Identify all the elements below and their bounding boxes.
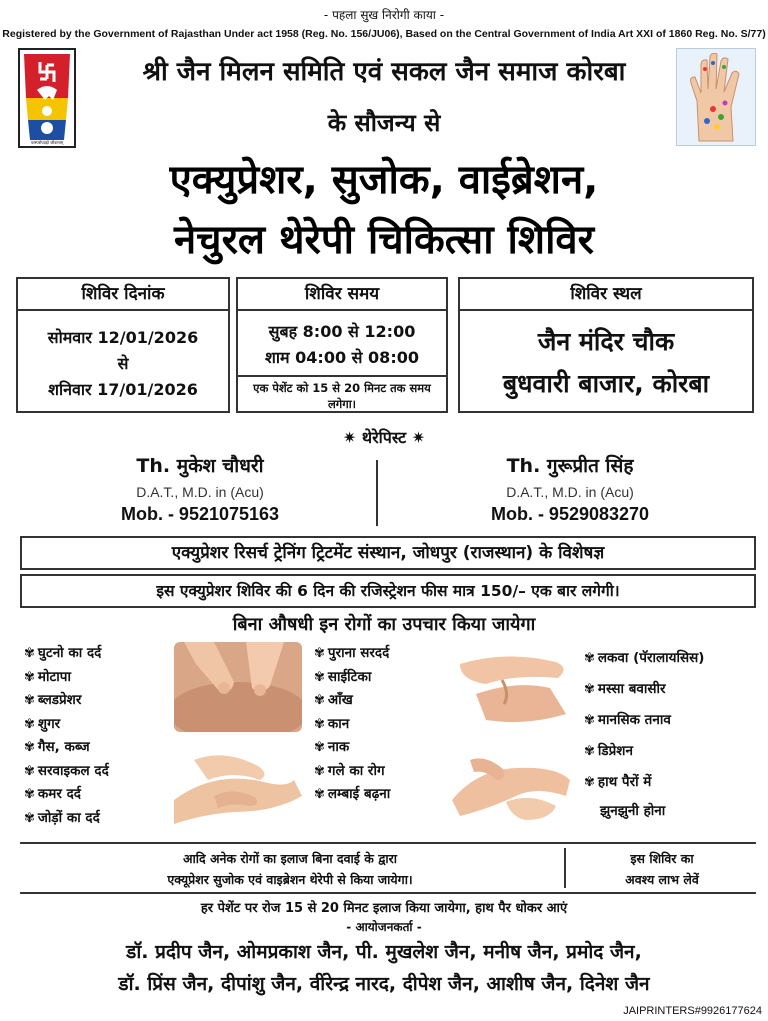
time-morning: सुबह 8:00 से 12:00 bbox=[268, 322, 416, 341]
printer-credit: JAIPRINTERS#9926177624 bbox=[623, 1005, 762, 1017]
list-item: ✾ जोड़ों का दर्द bbox=[24, 807, 109, 831]
camp-venue-box bbox=[458, 277, 754, 413]
list-item: ✾ कमर दर्द bbox=[24, 783, 109, 807]
flower-bullet-icon: ✾ bbox=[314, 787, 325, 802]
camp-time-label: शिविर समय bbox=[238, 279, 446, 311]
treatment-title: बिना औषधी इन रोगों का उपचार किया जायेगा bbox=[232, 614, 536, 635]
hand-acupressure-chart-image bbox=[676, 48, 756, 146]
footer-divider bbox=[564, 848, 566, 888]
flower-bullet-icon: ✾ bbox=[24, 740, 35, 755]
flower-bullet-icon: ✾ bbox=[24, 787, 35, 802]
flower-bullet-icon: ✾ bbox=[314, 693, 325, 708]
time-note: एक पेशेंट को 15 से 20 मिनट तक समय लगेगा। bbox=[238, 375, 446, 413]
disease-list-3 bbox=[584, 646, 704, 823]
venue-line1: जैन मंदिर चौक bbox=[537, 327, 675, 356]
venue-line2: बुधवारी बाजार, कोरबा bbox=[502, 369, 710, 398]
flower-bullet-icon: ✾ bbox=[24, 693, 35, 708]
list-item: ✾ सरवाइकल दर्द bbox=[24, 760, 109, 784]
institute-banner: एक्युप्रेशर रिसर्च ट्रेनिंग ट्रिटमेंट संस्थान, जोधपुर (राजस्थान) के विशेषज्ञ bbox=[20, 536, 756, 570]
list-item: ✾ नाक bbox=[314, 736, 390, 760]
therapist-name: Th. गुरूप्रीत सिंह bbox=[506, 455, 634, 477]
list-item: ✾ गले का रोग bbox=[314, 760, 390, 784]
list-item: ✾ पुराना सरदर्द bbox=[314, 642, 390, 666]
list-item: ✾ घुटनो का दर्द bbox=[24, 642, 109, 666]
palm-pressure-photo bbox=[446, 644, 574, 730]
registration-line: Registered by the Government of Rajasthan Under act 1958 (Reg. No. 156/JU06), Based on the Central Government of India Art XXI of 1860 Reg. No. S/77) bbox=[2, 28, 766, 40]
footer-message-box bbox=[20, 842, 756, 894]
footer-right-text: इस शिविर का अवश्य लाभ लेवें bbox=[625, 851, 699, 887]
list-item: ✾ शुगर bbox=[24, 713, 109, 737]
list-item-continuation: झुनझुनी होना bbox=[600, 803, 666, 819]
flower-bullet-icon: ✾ bbox=[584, 744, 595, 759]
organizers-line1: डॉ. प्रदीप जैन, ओमप्रकाश जैन, पी. मुखलेश जैन, मनीष जैन, प्रमोद जैन, bbox=[126, 941, 642, 963]
daily-treatment-note: हर पेशेंट पर रोज 15 से 20 मिनट इलाज किया जायेगा, हाथ पैर धोकर आएं bbox=[200, 901, 568, 916]
camp-date-box bbox=[16, 277, 230, 413]
list-item: ✾ साईटिका bbox=[314, 666, 390, 690]
list-item: ✾ मानसिक तनाव bbox=[584, 708, 704, 733]
therapist-card-1 bbox=[60, 452, 340, 525]
date-from: सोमवार 12/01/2026 bbox=[47, 328, 199, 347]
flower-bullet-icon: ✾ bbox=[24, 763, 35, 779]
footer-left-text: आदि अनेक रोगों का इलाज बिना दवाई के द्वारा एक्यूप्रेशर सुजोक एवं वाइब्रेशन थेरेपी से किया जायेगा। bbox=[167, 851, 413, 887]
flower-bullet-icon: ✾ bbox=[314, 716, 325, 732]
disease-list-2 bbox=[314, 642, 390, 807]
fee-banner: इस एक्युप्रेशर शिविर की 6 दिन की रजिस्ट्रेशन फीस मात्र 150/– एक बार लगेगी। bbox=[20, 574, 756, 608]
therapists-title: ✷ थेरेपिस्ट ✷ bbox=[342, 428, 426, 447]
therapist-mobile: Mob. - 9521075163 bbox=[120, 504, 280, 524]
list-item: ✾ गैस, कब्ज bbox=[24, 736, 109, 760]
organizers-title: - आयोजनकर्ता - bbox=[346, 920, 422, 934]
time-evening: शाम 04:00 से 08:00 bbox=[265, 348, 419, 367]
list-item: ✾ ब्लडप्रेशर bbox=[24, 689, 109, 713]
camp-title-line2: नेचुरल थेरेपी चिकित्सा शिविर bbox=[173, 217, 595, 263]
therapist-name: Th. मुकेश चौधरी bbox=[136, 455, 264, 477]
finger-pressure-photo bbox=[446, 740, 574, 830]
list-item: ✾ कान bbox=[314, 713, 390, 737]
flower-bullet-icon: ✾ bbox=[584, 775, 595, 790]
therapist-qualification: D.A.T., M.D. in (Acu) bbox=[136, 484, 264, 500]
list-item: ✾ हाथ पैरों में bbox=[584, 770, 704, 795]
flower-bullet-icon: ✾ bbox=[584, 651, 595, 666]
flower-bullet-icon: ✾ bbox=[314, 763, 325, 779]
therapist-qualification: D.A.T., M.D. in (Acu) bbox=[506, 484, 634, 500]
flower-bullet-icon: ✾ bbox=[314, 740, 325, 755]
flower-bullet-icon: ✾ bbox=[24, 810, 35, 826]
therapist-divider bbox=[376, 460, 378, 526]
list-item: ✾ आँख bbox=[314, 689, 390, 713]
list-item: ✾ मोटापा bbox=[24, 666, 109, 690]
organizers-line2: डॉ. प्रिंस जैन, दीपांशु जैन, वींरेन्द्र नारद, दीपेश जैन, आशीष जैन, दिनेश जैन bbox=[118, 973, 650, 995]
camp-venue-label: शिविर स्थल bbox=[460, 279, 752, 311]
list-item: ✾ लम्बाई बढ़ना bbox=[314, 783, 390, 807]
therapist-mobile: Mob. - 9529083270 bbox=[490, 504, 650, 524]
courtesy-text: के सौजन्य से bbox=[327, 109, 441, 137]
jain-emblem-logo bbox=[18, 48, 76, 148]
camp-date-label: शिविर दिनांक bbox=[18, 279, 228, 311]
list-item: ✾ डिप्रेशन bbox=[584, 739, 704, 764]
flower-bullet-icon: ✾ bbox=[314, 669, 325, 685]
camp-title-line1: एक्युप्रेशर, सुजोक, वाईब्रेशन, bbox=[169, 157, 599, 203]
knee-massage-photo bbox=[174, 642, 302, 732]
organizer-heading: श्री जैन मिलन समिति एवं सकल जैन समाज कोरबा bbox=[142, 57, 626, 87]
flower-bullet-icon: ✾ bbox=[24, 646, 35, 661]
hand-massage-photo bbox=[174, 740, 302, 830]
flower-bullet-icon: ✾ bbox=[584, 713, 595, 728]
date-to-word: से bbox=[117, 354, 129, 373]
therapist-card-2 bbox=[430, 452, 710, 525]
camp-time-box bbox=[236, 277, 448, 413]
list-item: ✾ मस्सा बवासीर bbox=[584, 677, 704, 702]
flower-bullet-icon: ✾ bbox=[314, 646, 325, 661]
flower-bullet-icon: ✾ bbox=[584, 682, 595, 697]
disease-list-1 bbox=[24, 642, 109, 830]
svg-text:परस्परोपग्रहो जीवानाम्: परस्परोपग्रहो जीवानाम् bbox=[30, 140, 64, 145]
date-to: शनिवार 17/01/2026 bbox=[48, 380, 198, 399]
flower-bullet-icon: ✾ bbox=[24, 669, 35, 685]
flower-bullet-icon: ✾ bbox=[24, 716, 35, 732]
tagline: - पहला सुख निरोगी काया - bbox=[323, 8, 445, 22]
list-item: ✾ लकवा (पॅरालायसिस) bbox=[584, 646, 704, 671]
